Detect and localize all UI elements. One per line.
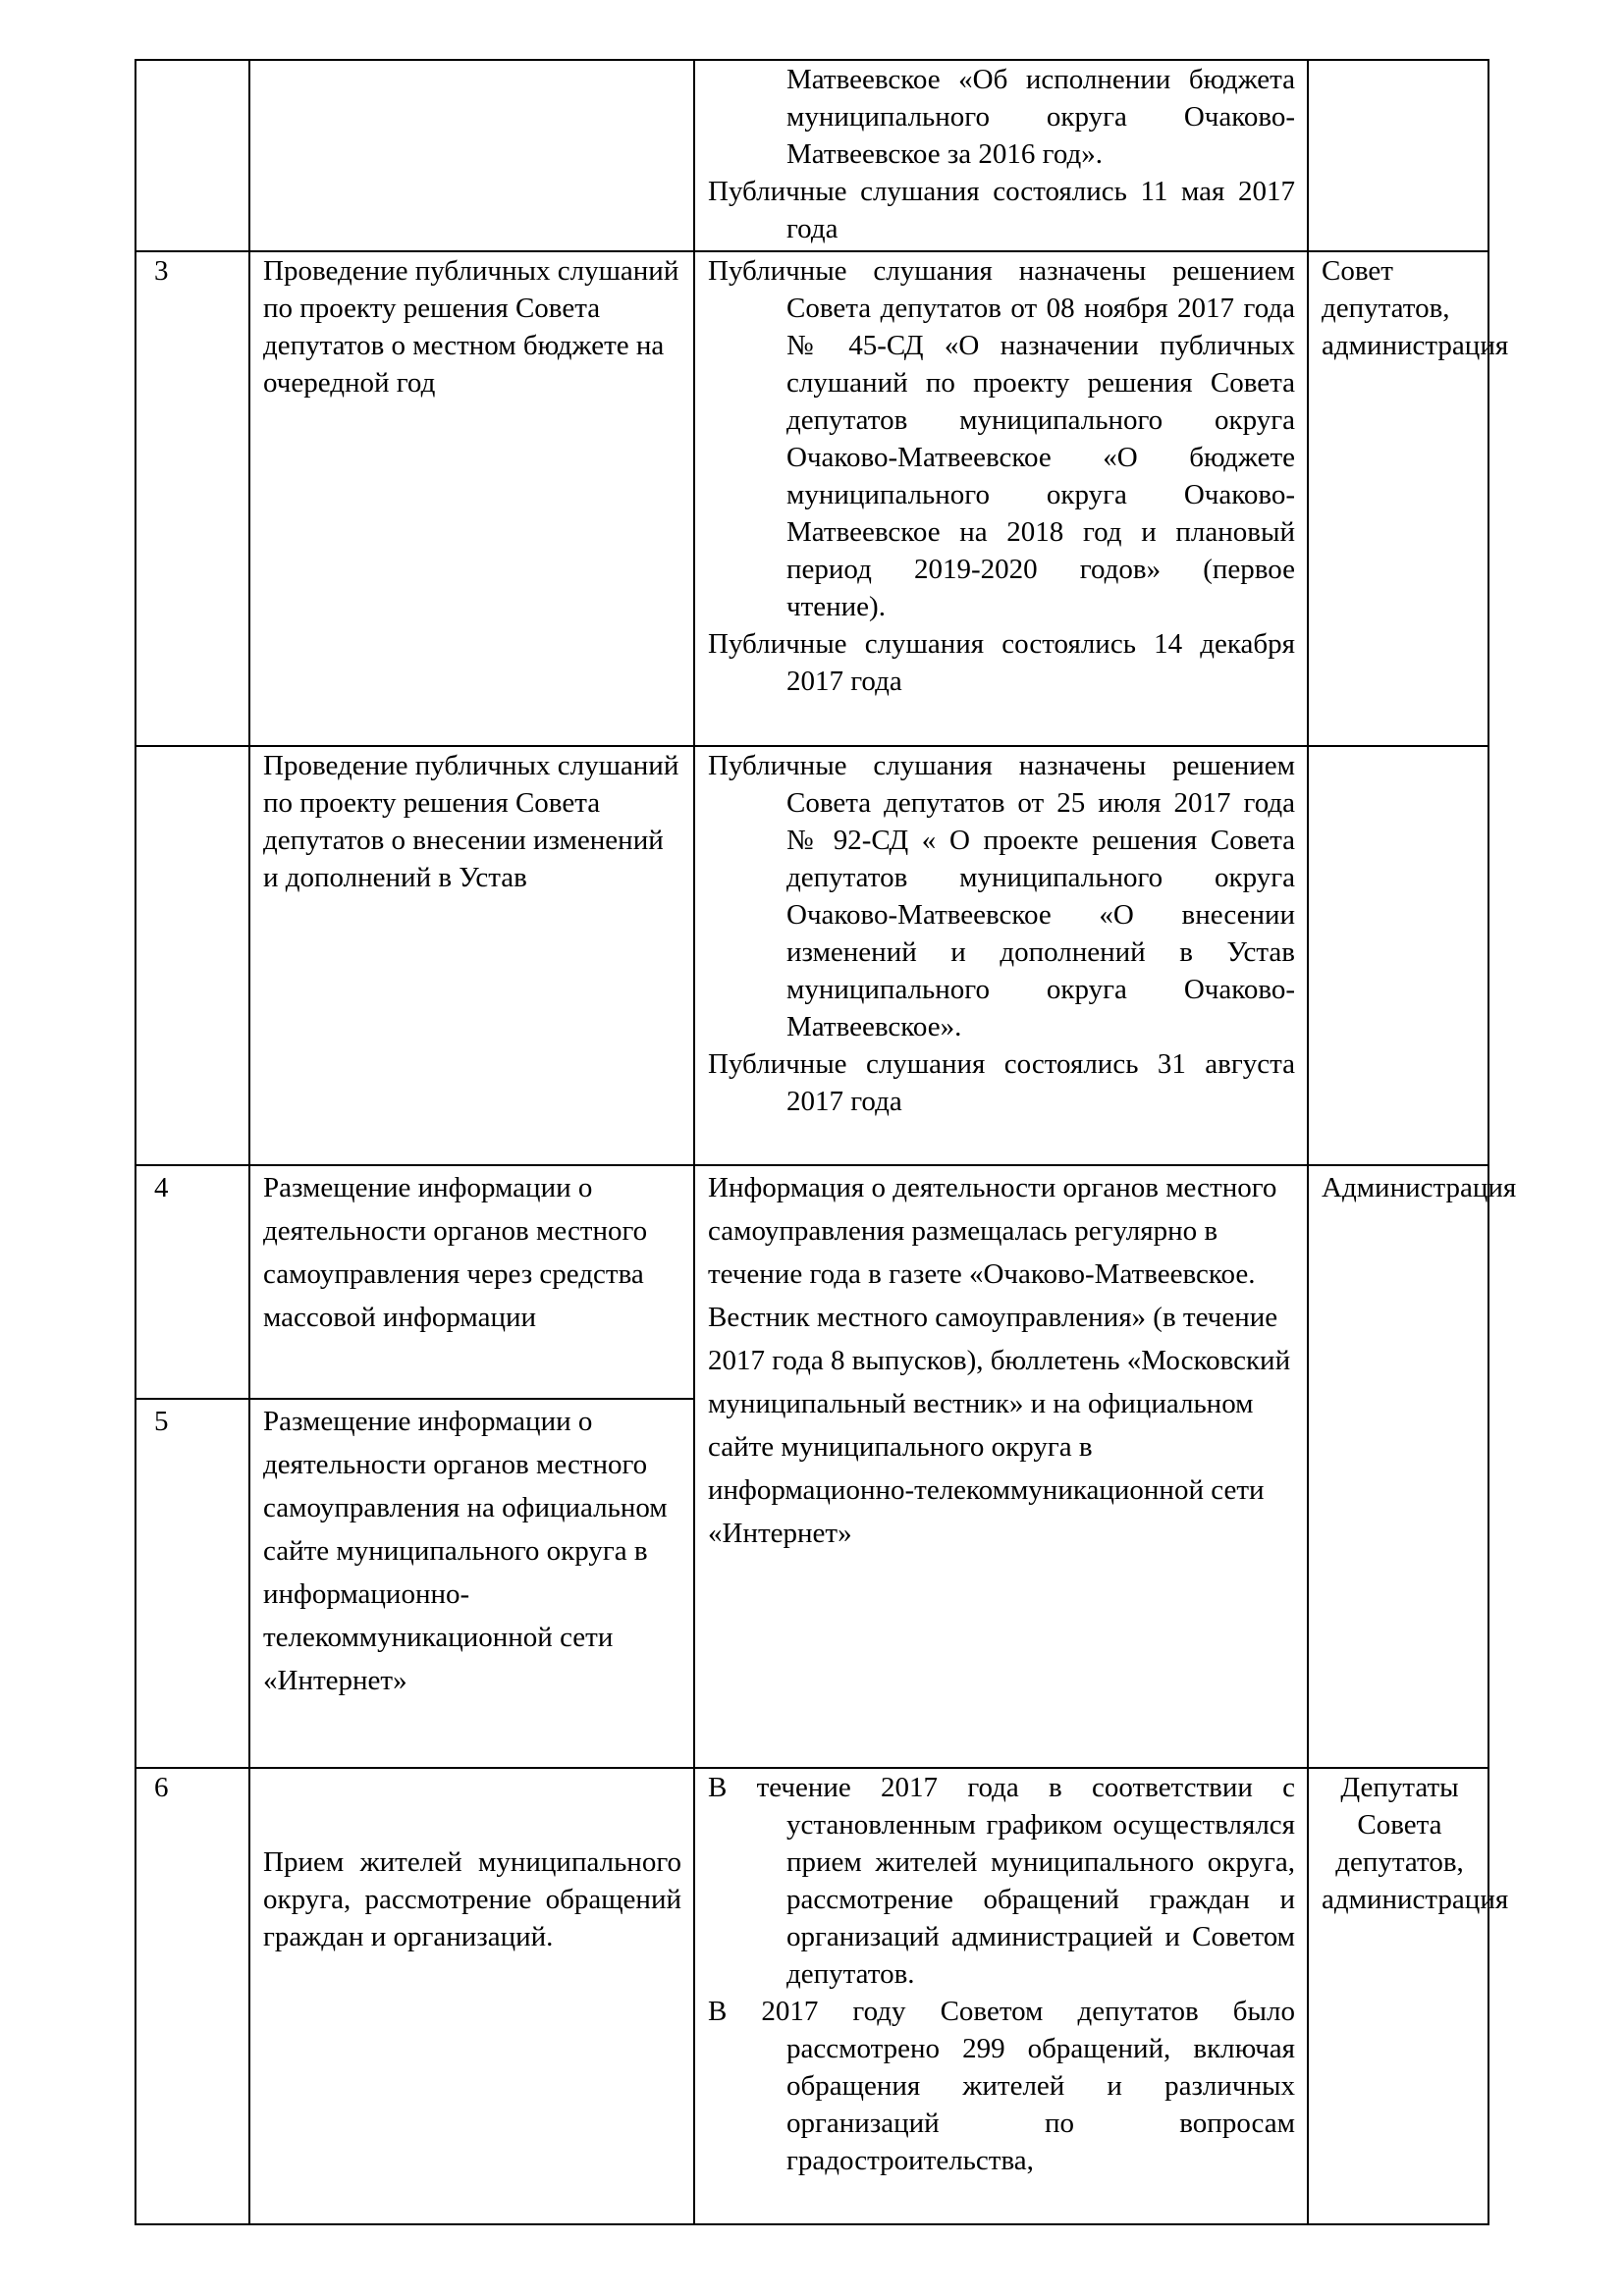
info-paragraph: Публичные слушания состоялись 14 декабря 2017 года — [708, 628, 1295, 697]
table-row — [135, 60, 1488, 251]
responsible-cell — [1308, 60, 1488, 251]
info-paragraph: Публичные слушания назначены решением Совета депутатов от 25 июля 2017 года № 92-СД « О проекте решения Совета депутатов муниципального округа Очаково-Матвеевское «О внесении изменений и дополнений в Устав муниципального округа Очаково-Матвеевское». — [708, 750, 1295, 1042]
table-row — [135, 1165, 1488, 1399]
responsible-cell — [1308, 251, 1509, 746]
row-number-cell: 3 — [135, 251, 249, 746]
info-paragraph: Публичные слушания состоялись 31 августа 2017 года — [708, 1048, 1295, 1117]
info-cell — [694, 251, 1308, 746]
info-cell — [694, 1165, 1308, 1768]
table-row — [135, 1768, 1488, 2224]
info-cell — [694, 1768, 1308, 2224]
row-number-cell: 6 — [135, 1768, 249, 2224]
event-cell — [249, 746, 694, 1165]
info-paragraph: Информация о деятельности органов местного самоуправления размещалась регулярно в течение года в газете «Очаково-Матвеевское. Вестник местного самоуправления» (в течение 2017 года 8 выпусков), бюллетень «Московский муниципальный вестник» и на официальном сайте муниципального округа в информационно-телекоммуникационной сети «Интернет» — [708, 1172, 1291, 1549]
event-text: Размещение информации о деятельности органов местного самоуправления на официальном сайте муниципального округа в информационно-телекоммуникационной сети «Интернет» — [263, 1406, 668, 1696]
responsible-text: Совет депутатов, администрация — [1322, 255, 1509, 361]
table-row — [135, 251, 1488, 746]
event-text: Проведение публичных слушаний по проекту решения Совета депутатов о местном бюджете на очередной год — [263, 255, 679, 399]
row-number-cell — [135, 60, 249, 251]
event-text: Прием жителей муниципального округа, рассмотрение обращений граждан и организаций. — [263, 1846, 681, 1952]
row-number-cell: 5 — [135, 1399, 249, 1768]
table-row — [135, 746, 1488, 1165]
event-cell — [249, 60, 694, 251]
responsible-text: Администрация — [1322, 1172, 1517, 1203]
info-paragraph: В 2017 году Советом депутатов было рассмотрено 299 обращений, включая обращения жителей и различных организаций по вопросам градостроительства, — [708, 1996, 1295, 2176]
row-number-cell: 4 — [135, 1165, 249, 1399]
info-cell — [694, 60, 1308, 251]
info-cell — [694, 746, 1308, 1165]
event-cell — [249, 251, 694, 746]
event-text: Размещение информации о деятельности органов местного самоуправления через средства массовой информации — [263, 1172, 648, 1333]
event-cell — [249, 1768, 694, 2224]
info-paragraph: Матвеевское «Об исполнении бюджета муниципального округа Очаково-Матвеевское за 2016 год». — [786, 64, 1295, 170]
responsible-cell — [1308, 1165, 1517, 1768]
report-table — [135, 59, 1517, 2225]
event-cell — [249, 1399, 694, 1768]
event-text: Проведение публичных слушаний по проекту решения Совета депутатов о внесении изменений и дополнений в Устав — [263, 750, 679, 893]
row-number-cell — [135, 746, 249, 1165]
responsible-cell — [1308, 746, 1488, 1165]
event-cell — [249, 1165, 694, 1399]
info-paragraph: Публичные слушания назначены решением Совета депутатов от 08 ноября 2017 года № 45-СД «О назначении публичных слушаний по проекту решения Совета депутатов муниципального округа Очаково-Матвеевское «О бюджете муниципального округа Очаково-Матвеевское на 2018 год и плановый период 2019-2020 годов» (первое чтение). — [708, 255, 1295, 622]
info-paragraph: В течение 2017 года в соответствии с установленным графиком осуществлялся прием жителей муниципального округа, рассмотрение обращений граждан и организаций администрацией и Советом депутатов. — [708, 1772, 1295, 1990]
responsible-cell — [1308, 1768, 1509, 2224]
responsible-text: Депутаты Совета депутатов, администрация — [1322, 1772, 1509, 1915]
info-paragraph: Публичные слушания состоялись 11 мая 2017 года — [708, 176, 1295, 244]
